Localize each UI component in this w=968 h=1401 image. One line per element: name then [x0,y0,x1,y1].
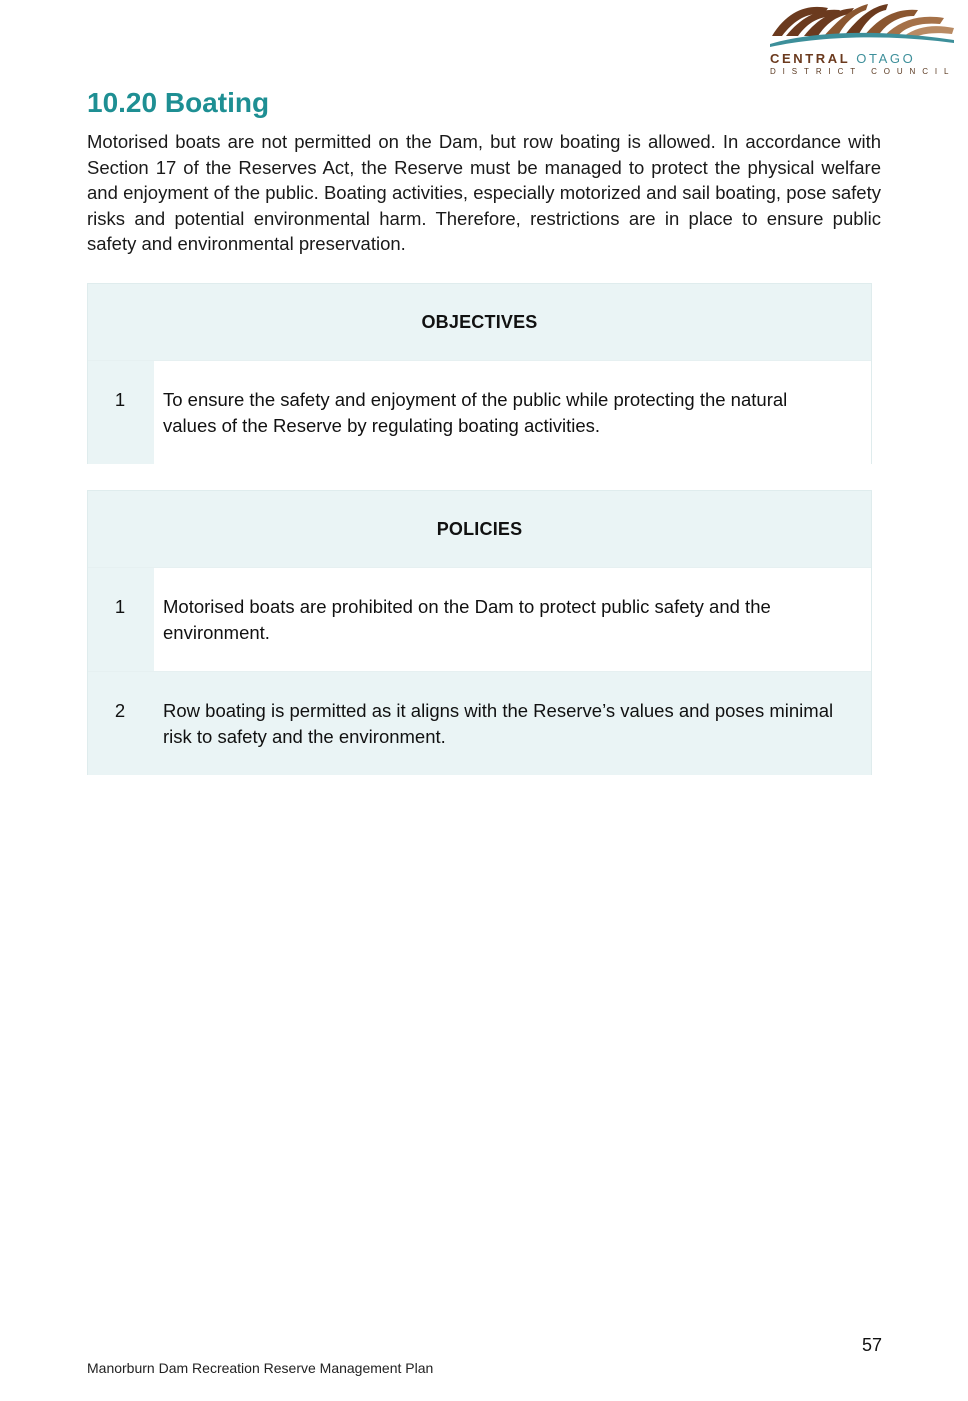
table-row [88,360,871,464]
logo-mountains-icon [768,0,956,52]
table-row [88,671,871,775]
logo-word-otago: OTAGO [856,51,916,66]
policies-table [87,490,872,775]
row-text: To ensure the safety and enjoyment of the public while protecting the natural values of the Reserve by regulating boating activities. [154,361,871,464]
row-text: Motorised boats are prohibited on the Dam to protect public safety and the environment. [154,568,871,671]
council-logo [768,0,956,80]
objectives-heading: OBJECTIVES [421,311,538,332]
section-title: 10.20 Boating [87,87,270,118]
policies-heading: POLICIES [436,518,523,539]
footer-document-title: Manorburn Dam Recreation Reserve Management Plan [87,1360,434,1376]
logo-word-central: CENTRAL [770,51,851,66]
row-text: Row boating is permitted as it aligns with the Reserve’s values and poses minimal risk to safety and the environment. [154,672,871,775]
logo-wordmark [770,52,956,66]
logo-subtitle: DISTRICT COUNCIL [770,67,956,76]
row-number: 1 [88,361,154,464]
row-number: 2 [88,672,154,775]
table-row [88,567,871,671]
row-number: 1 [88,568,154,671]
objectives-table [87,283,872,464]
section-intro: Motorised boats are not permitted on the Dam, but row boating is allowed. In accordance with Section 17 of the Reserves Act, the Reserve must be managed to protect the physical welfare and enjoyment of the public. Boating activities, especially motorized and sail boating, pose safety risks and potential environmental harm. Therefore, restrictions are in place to ensure public safety and environmental preservation. [87,131,881,254]
page-number: 57 [861,1335,882,1355]
